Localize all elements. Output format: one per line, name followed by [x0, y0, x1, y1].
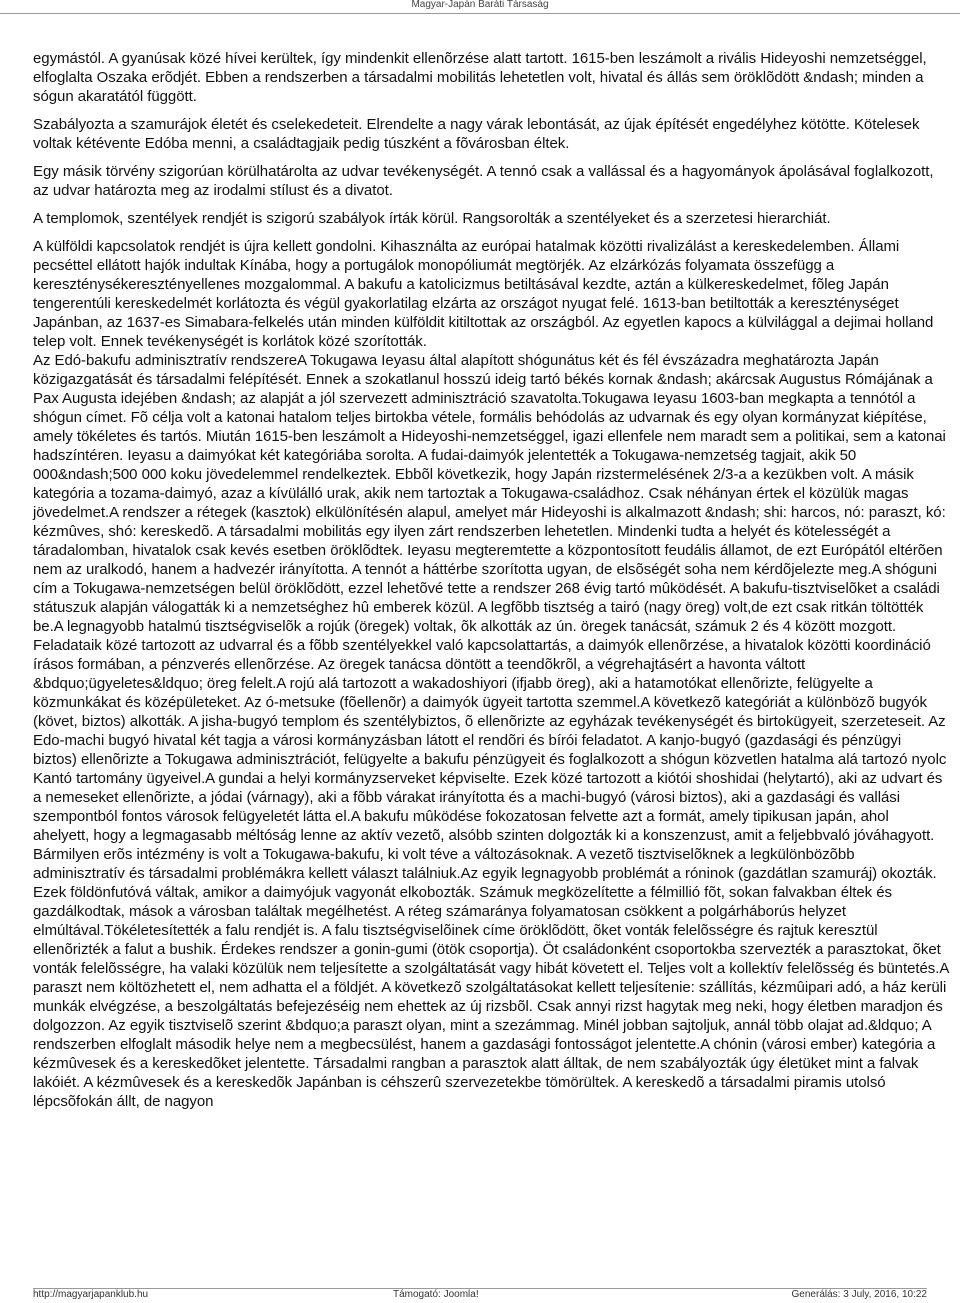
article-body — [33, 49, 949, 1111]
site-header — [0, 0, 960, 14]
footer-url: http://magyarjapanklub.hu — [33, 1289, 149, 1300]
paragraph: A templomok, szentélyek rendjét is szigorú szabályok írták körül. Rangsorolták a szentélyeket és a szerzetesi hierarchiát. — [33, 210, 831, 227]
paragraph: egymástól. A gyanúsak közé hívei kerültek, így mindenkit ellenõrzése alatt tartott. 1615-ben leszámolt a rivális Hideyoshi nemzetséggel, elfoglalta Oszaka erõdjét. Ebben a rendszerben a társadalmi mobilitás lehetetlen volt, hivatal és állás sem öröklõdött &ndash; minden a sógun akaratától függött. — [33, 50, 927, 105]
paragraph: A külföldi kapcsolatok rendjét is újra kellett gondolni. Kihasználta az európai hatalmak közötti rivalizálást a kereskedelemben. Állami pecséttel ellátott hajók indultak Kínába, hogy a portugálok monopóliumát megtörjék. Az elzárkózás folyamata összefügg a kereszténysékeresztényellenes mozgalommal. A bakufu a katolicizmus betiltásával kezdte, aztán a külkereskedelmet, fõleg Japán tengerentúli kereskedelmét korlátozta és végül gyakorlatilag elzárta az országot nyugat felé. 1613-ban betiltották a kereszténységet Japánban, az 1637-es Simabara-felkelés után minden külföldit kitiltottak az országból. Az egyetlen kapocs a külvilággal a dejimai holland telep volt. Ennek tevékenységét is korlátok közé szorították. — [33, 238, 934, 350]
paragraph: Egy másik törvény szigorúan körülhatárolta az udvar tevékenységét. A tennó csak a vallással és a hagyományok ápolásával foglalkozott, az udvar határozta meg az irodalmi stílust és a divatot. — [33, 163, 934, 199]
paragraph: Az Edó-bakufu adminisztratív rendszereA Tokugawa Ieyasu által alapított shógunátus két és fél évszázadra meghatározta Japán közigazgatását és társadalmi felépítését. Ennek a szokatlanul hosszú ideig tartó békés kornak &ndash; akárcsak Augustus Rómájának a Pax Augusta idejében &ndash; az alapját a jól szervezett adminisztráció szavatolta.Tokugawa Ieyasu 1603-ban megkapta a tennótól a shógun címet. Fõ célja volt a katonai hatalom teljes birtokba vétele, formális behódolás az udvarnak és egy olyan kormányzat kiépítése, amely tökéletes és tartós. Miután 1615-ben leszámolt a Hideyoshi-nemzetséggel, igazi ellenfele nem maradt sem a politikai, sem a katonai hadszíntéren. Ieyasu a daimyókat két kategóriába sorolta. A fudai-daimyók jelentették a Tokugawa-nemzetség tagjait, akik 50 000&ndash;500 000 koku jövedelemmel rendelkeztek. Ebbõl következik, hogy Japán rizstermelésének 2/3-a a kezükben volt. A másik kategória a tozama-daimyó, azaz a kívülálló urak, akik nem tartoztak a Tokugawa-családhoz. Csak néhányan értek el közülük magas jövedelmet.A rendszer a rétegek (kasztok) elkülönítésén alapul, amelyet már Hideyoshi is alkalmazott &ndash; shi: harcos, nó: paraszt, kó: kézmûves, shó: kereskedõ. A társadalmi mobilitás egy ilyen zárt rendszerben lehetetlen. Mindenki tudta a helyét és kötelességét a táradalomban, hivatalok csak kevés esetben öröklõdtek. Ieyasu megteremtette a központosított feudális államot, de ezt Európától eltérõen nem az uralkodó, hanem a hadvezér irányította. A tennót a háttérbe szorította ugyan, de elsõségét soha nem kérdõjelezte meg.A shóguni cím a Tokugawa-nemzetségen belül öröklõdött, ezzel lehetõvé tette a rendszer 268 évig tartó mûködését. A bakufu-tisztviselõket a családi státuszuk alapján válogatták ki a nemzetséghez hû emberek közül. A legfõbb tisztség a tairó (nagy öreg) volt,de ezt csak ritkán töltötték be.A legnagyobb hatalmú tisztségviselõk a rojúk (öregek) voltak, õk alkották az ún. öregek tanácsát, számuk 2 és 4 között mozgott. Feladataik közé tartozott az udvarral és a fõbb szentélyekkel való kapcsolattartás, a daimyók ellenõrzése, a hivatalok közötti koordináció írásos formában, a pénzverés ellenõrzése. Az öregek tanácsa döntött a teendõkrõl, a végrehajtásért a havonta váltott &bdquo;ügyeletes&ldquo; öreg felelt.A rojú alá tartozott a wakadoshiyori (ifjabb öreg), aki a hatamotókat ellenõrizte, felügyelte a közmunkákat és középületeket. Az ó-metsuke (fõellenõr) a daimyók ügyeit tartotta szemmel.A következõ kategóriát a különbözõ bugyók (követ, biztos) alkották. A jisha-bugyó templom és szentélybiztos, õ ellenõrizte az egyházak tevékenységét és birtokügyeit, szerzeteseit. Az Edo-machi bugyó hivatal két tagja a városi kormányzásban látott el rendõri és bírói feladatot. A kanjo-bugyó (gazdasági és pénzügyi biztos) ellenõrizte a Tokugawa adminisztrációt, felügyelte a bakufu pénzügyeit és foglalkozott a shógun közvetlen hatalma alá tartozó nyolc Kantó tartomány ügyeivel.A gundai a helyi kormányzserveket képviselte. Ezek közé tartozott a kiótói shoshidai (helytartó), aki az udvart és a nemeseket ellenõrizte, a jódai (várnagy), aki a fõbb várakat irányította és a machi-bugyó (városi biztos), aki a gazdasági és vallási szempontból fontos városok felügyeletét látta el.A bakufu mûködése fokozatosan felvette azt a formát, amely tipikusan japán, ahol ahelyett, hogy a legmagasabb méltóság lenne az aktív vezetõ, alsóbb szinten dolgozták ki a konszenzust, amit a feljebbvaló jóváhagyott. Bármilyen erõs intézmény is volt a Tokugawa-bakufu, ki volt téve a változásoknak. A vezetõ tisztviselõknek a legkülönbözõbb adminisztratív és társadalmi problémákra kellett választ találniuk.Az egyik legnagyobb problémát a róninok (gazdátlan szamuráj) okozták. Ezek földönfutóvá váltak, amikor a daimyójuk vagyonát elkobozták. Számuk megközelítette a félmillió fõt, sokan falvakban éltek és gazdálkodtak, mások a városban találtak megélhetést. A réteg számaránya folyamatosan csökkent a polgárháborús helyzet elmúltával.Tökéletesítették a falu rendjét is. A falu tisztségviselõinek címe öröklõdött, õket vonták felelõsségre és rajtuk keresztül ellenõrizték a falut a bushik. Érdekes rendszer a gonin-gumi (ötök csoportja). Öt családonként csoportokba szervezték a parasztokat, õket vonták felelõsségre, ha valaki közülük nem teljesítette a szolgáltatását vagy hibát követett el. Teljes volt a kollektív felelõsség és büntetés.A paraszt nem költözhetett el, nem adhatta el a földjét. A következõ szolgáltatásokat kellett teljesítenie: szállítás, kézmûipari adó, a ház kerüli munkák elvégzése, a beszolgáltatás befejezéséig nem ehettek az új rizsbõl. Csak annyi rizst hagytak meg neki, hogy életben maradjon és dolgozzon. Az egyik tisztviselõ szerint &bdquo;a paraszt olyan, mint a szezámmag. Minél jobban sajtoljuk, annál több olajat ad.&ldquo; A rendszerben elfoglalt második helye nem a megbecsülést, hanem a gazdasági fontosságot jelentette.A chónin (városi ember) kategória a kézmûvesek és a kereskedõket jelentette. Társadalmi rangban a parasztok alatt álltak, de nem szabályozták úgy életüket mint a falvak lakóiét. A kézmûvesek és a kereskedõk Japánban is céhszerû szervezetekbe tömörültek. A kereskedõ a társadalmi piramis utolsó lépcsõfokán állt, de nagyon — [33, 352, 949, 1110]
footer-generated: Generálás: 3 July, 2016, 10:22 — [791, 1289, 927, 1300]
header-divider — [0, 13, 960, 14]
footer-sponsor: Támogató: Joomla! — [393, 1289, 479, 1300]
site-title: Magyar-Japán Baráti Társaság — [411, 0, 549, 10]
paragraph: Szabályozta a szamurájok életét és cselekedeteit. Elrendelte a nagy várak lebontását, az újak építését engedélyhez kötötte. Kötelesek voltak kétévente Edóba menni, a családtagjaik pedig túszként a fõvárosban éltek. — [33, 116, 920, 152]
